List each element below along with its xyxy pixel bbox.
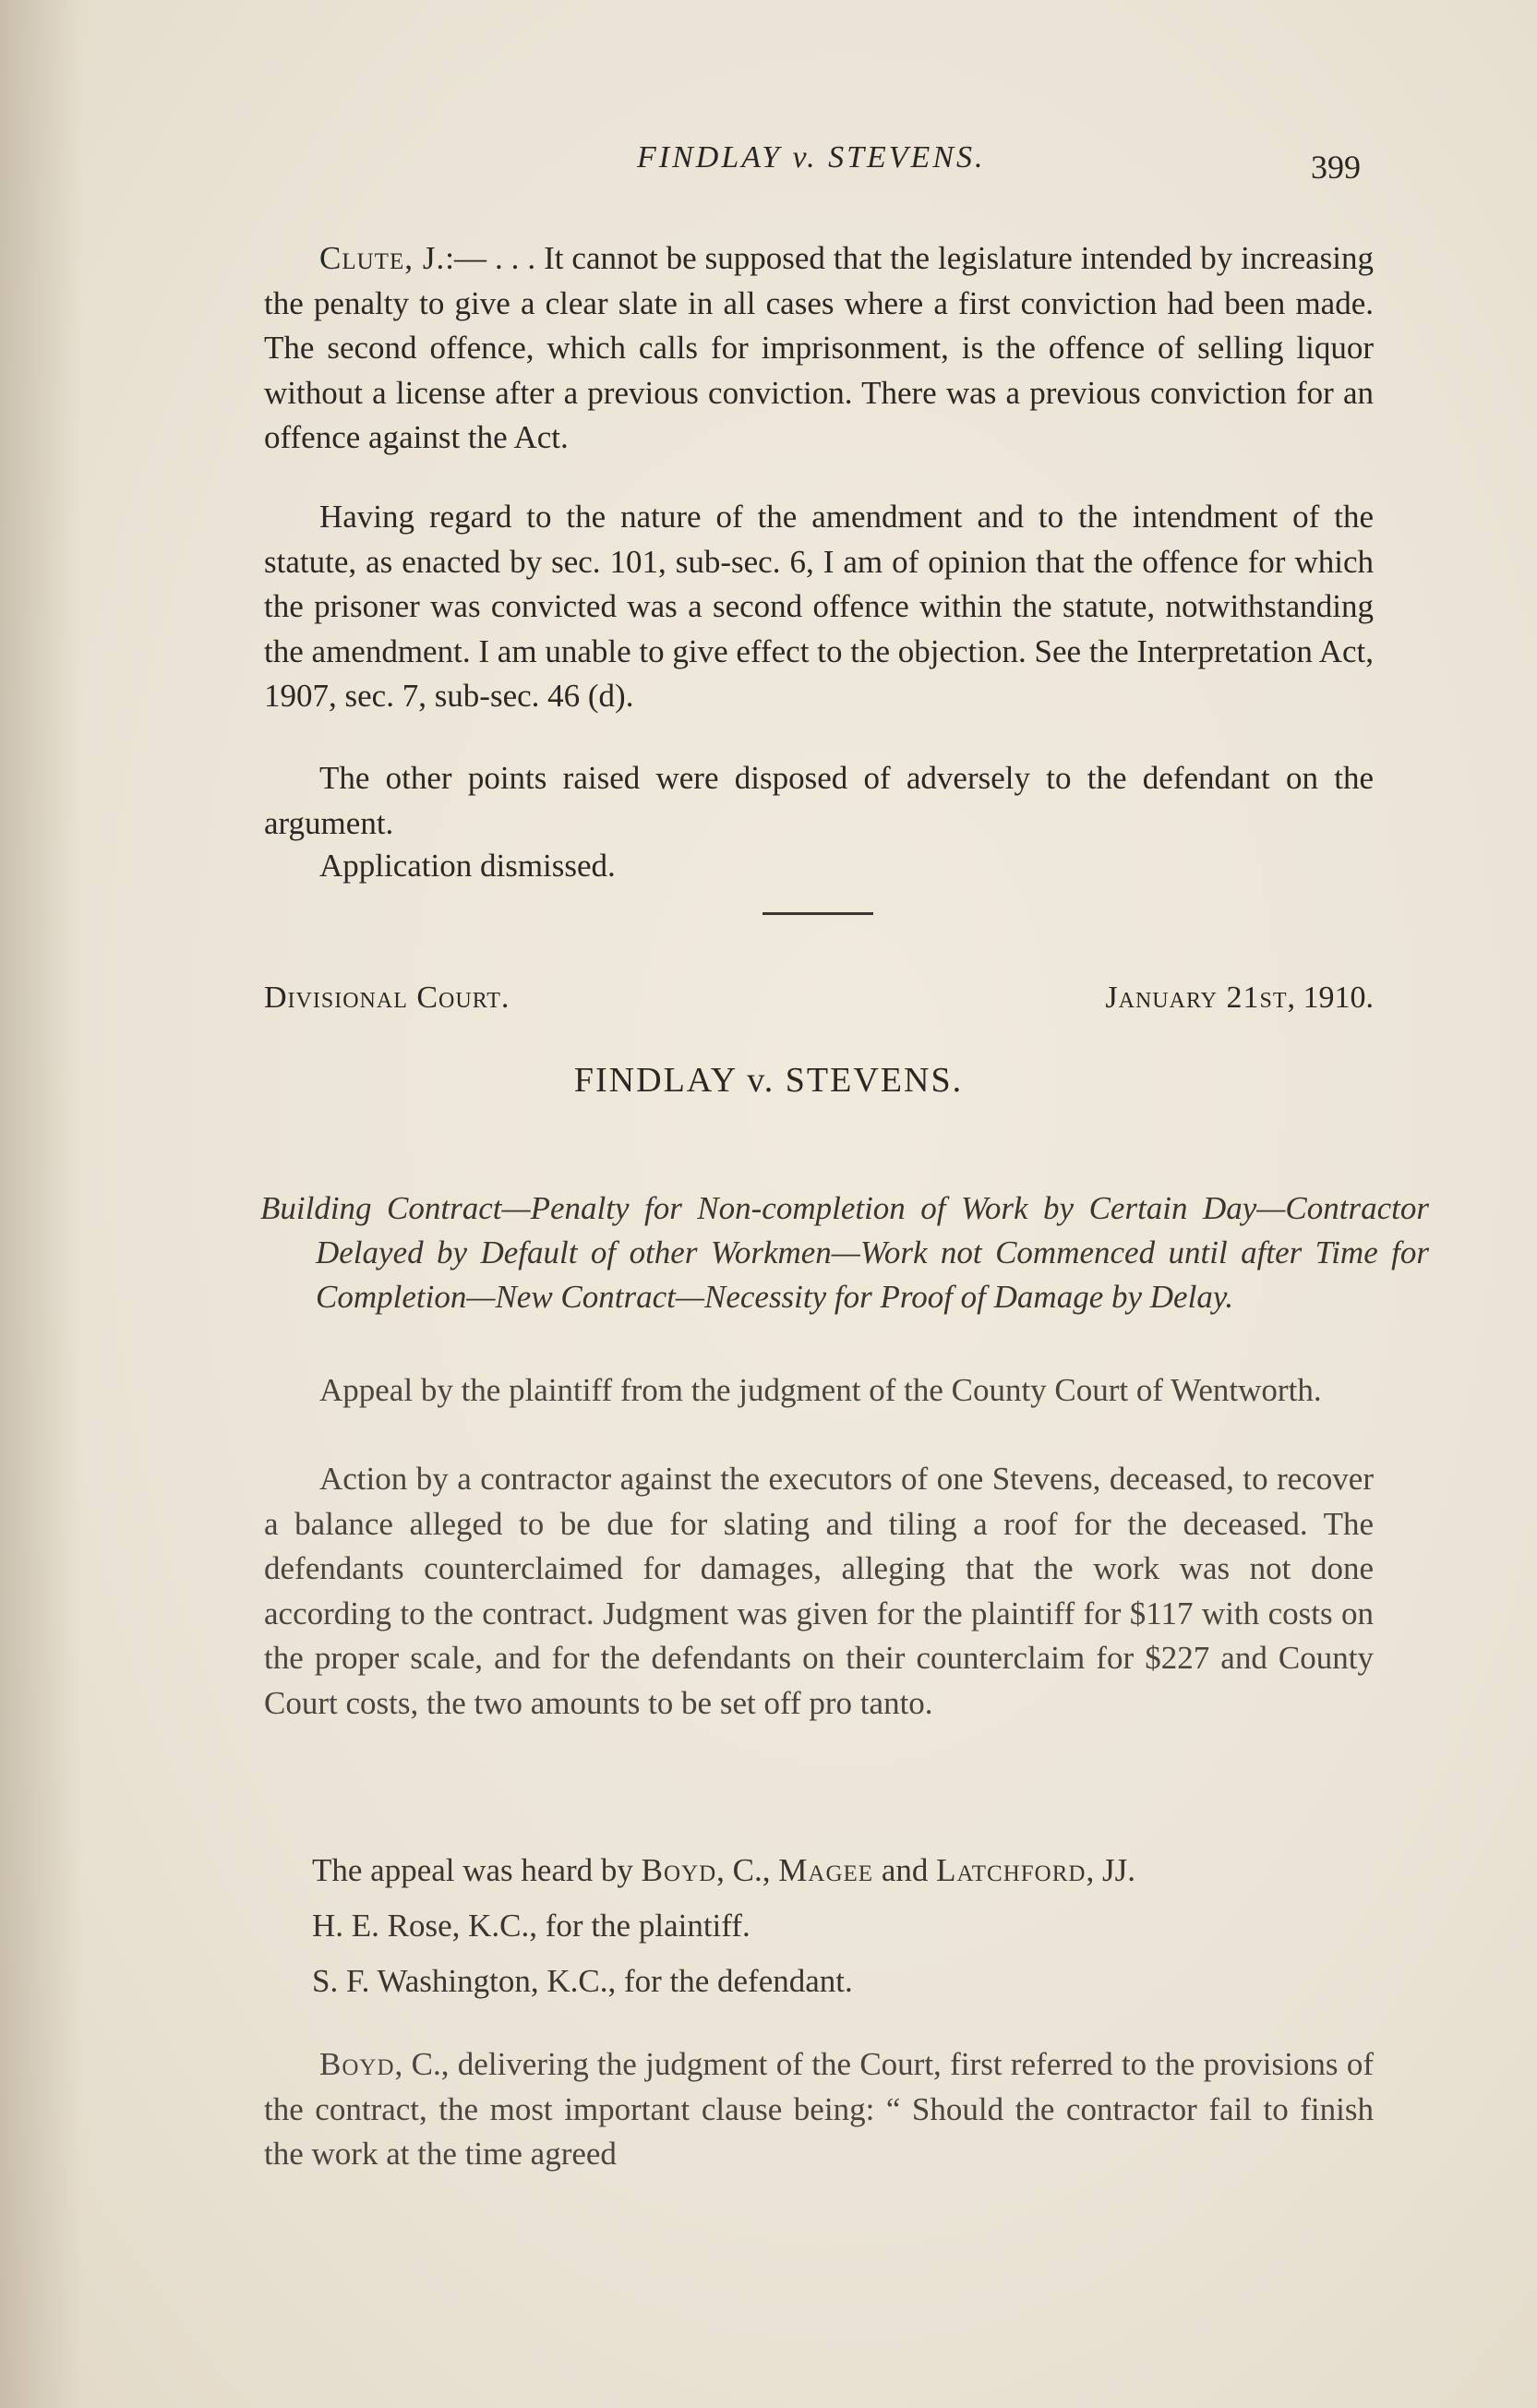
appeal-paragraph: Appeal by the plaintiff from the judgment of the County Court of Wentworth. <box>319 1372 1322 1408</box>
judge-magee: Magee <box>778 1852 874 1888</box>
decision-date <box>1105 981 1374 1016</box>
decision-date-year: , 1910. <box>1287 981 1374 1015</box>
judgment-paragraph <box>264 2042 1374 2177</box>
running-head <box>0 140 1537 187</box>
judge-name: Clute, J. <box>319 240 446 276</box>
gutter-shadow <box>0 0 83 2408</box>
judgment-text: , C., delivering the judgment of the Court, first referred to the provisions of the contract, the most important clause being: “ Should the contractor fail to finish the work at the time agreed <box>264 2046 1374 2172</box>
judgment-judge: Boyd <box>319 2046 395 2082</box>
court-line <box>264 981 1374 1027</box>
headnote: Building Contract—Penalty for Non-completion of Work by Certain Day—Contractor Delayed by Default of other Workmen—Work not Commenced until after Time for Completion—New Contract—Necessity for Proof of Damage by Delay. <box>260 1190 1429 1315</box>
opinion-paragraph-1 <box>264 236 1374 461</box>
counsel-plaintiff: H. E. Rose, K.C., for the plaintiff. <box>312 1908 750 1944</box>
decision-date-month: January 21st <box>1105 981 1288 1015</box>
counsel-defendant: S. F. Washington, K.C., for the defendant. <box>312 1963 853 1999</box>
heard-by-sep-2: and <box>873 1852 937 1888</box>
judge-latchford: Latchford <box>936 1852 1087 1888</box>
opinion-paragraph-3: The other points raised were disposed of adversely to the defendant on the argument. <box>264 760 1374 841</box>
disposition: Application dismissed. <box>319 848 616 884</box>
heard-by-suffix: , JJ. <box>1086 1852 1135 1888</box>
case-title: FINDLAY v. STEVENS. <box>573 1061 964 1100</box>
page-number: 399 <box>1311 149 1361 186</box>
running-title: FINDLAY v. STEVENS. <box>637 140 986 175</box>
heard-by-line <box>312 1848 1135 1893</box>
action-paragraph: Action by a contractor against the executors of one Stevens, deceased, to recover a balance alleged to be due for slating and tiling a roof for the deceased. The defendants counterclaimed for damages, alleging that the work was not done according to the contract. Judgment was given for the plaintiff for $117 with costs on the proper scale, and for the defendants on their counterclaim for $227 and County Court costs, the two amounts to be set off pro tanto. <box>264 1461 1374 1721</box>
heard-by-prefix: The appeal was heard by <box>312 1852 642 1888</box>
opinion-paragraph-2: Having regard to the nature of the amendment and to the intendment of the statute, as enacted by sec. 101, sub-sec. 6, I am of opinion that the offence for which the prisoner was convicted was a second offence within the statute, notwithstanding the amendment. I am unable to give effect to the objection. See the Interpretation Act, 1907, sec. 7, sub-sec. 46 (d). <box>264 499 1374 714</box>
section-divider <box>762 912 873 915</box>
court-name: Divisional Court. <box>264 981 510 1015</box>
heard-by-sep-1: , C., <box>716 1852 779 1888</box>
opinion-paragraph-1-text: :— . . . It cannot be supposed that the legislature intended by increasing the penalty to give a clear slate in all cases where a first conviction had been made. The second offence, which calls for imprisonment, is the offence of selling liquor without a license after a previous conviction. There was a previous conviction for an offence against the Act. <box>264 240 1374 455</box>
judge-boyd: Boyd <box>641 1852 717 1888</box>
